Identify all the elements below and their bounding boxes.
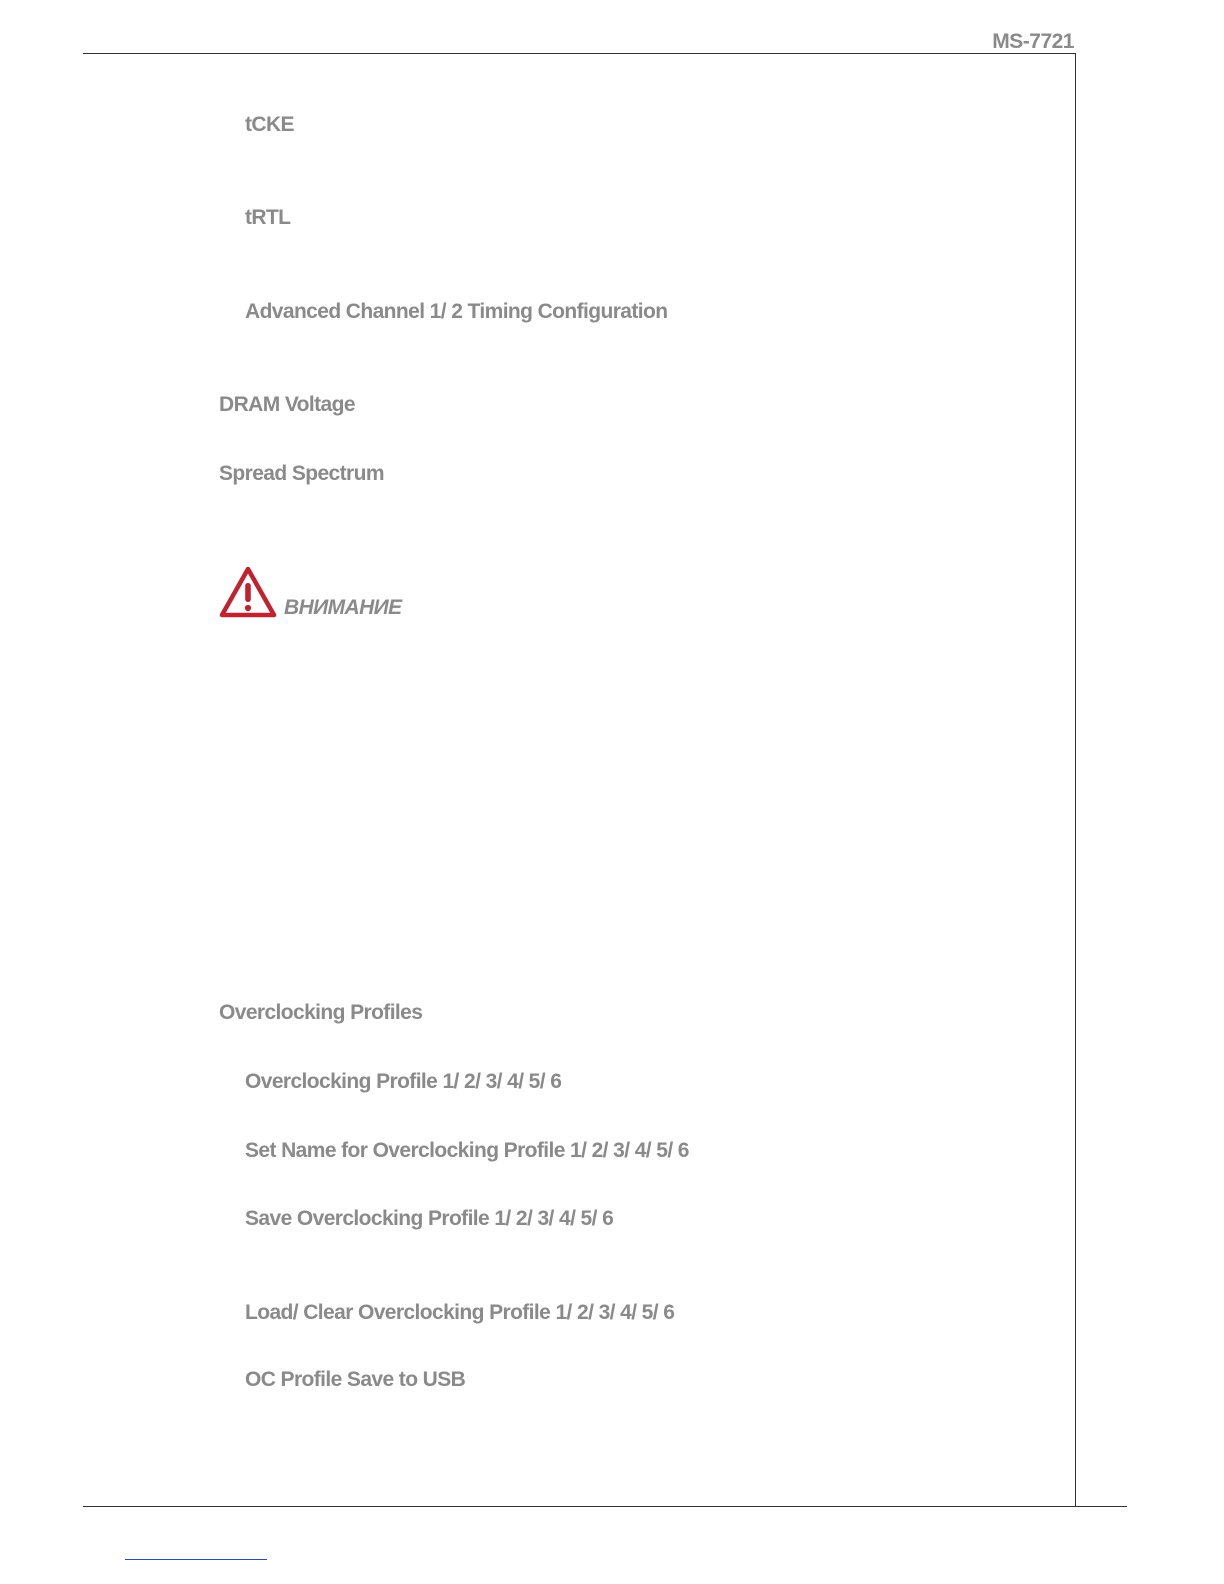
- warning-label: ВНИМАНИЕ: [284, 596, 402, 619]
- footer-rule: [83, 1506, 1127, 1507]
- model-number: MS-7721: [992, 30, 1074, 53]
- footer-link-underline: [125, 1559, 267, 1560]
- heading-dram-voltage: DRAM Voltage: [219, 393, 355, 416]
- warning-triangle-icon: [219, 566, 277, 618]
- heading-load-clear-profile: Load/ Clear Overclocking Profile 1/ 2/ 3/ 4/ 5/ 6: [245, 1301, 675, 1324]
- heading-set-name-profile: Set Name for Overclocking Profile 1/ 2/ 3/ 4/ 5/ 6: [245, 1139, 689, 1162]
- heading-trtl: tRTL: [245, 206, 291, 229]
- heading-save-profile: Save Overclocking Profile 1/ 2/ 3/ 4/ 5/ 6: [245, 1207, 614, 1230]
- heading-overclocking-profiles: Overclocking Profiles: [219, 1001, 423, 1024]
- header-rule: [83, 53, 1076, 54]
- heading-oc-profile-save-usb: OC Profile Save to USB: [245, 1368, 466, 1391]
- warning-block: [219, 562, 402, 618]
- heading-tcke: tCKE: [245, 113, 294, 136]
- heading-spread-spectrum: Spread Spectrum: [219, 462, 384, 485]
- heading-overclocking-profile-n: Overclocking Profile 1/ 2/ 3/ 4/ 5/ 6: [245, 1070, 562, 1093]
- page-edge-rule: [1075, 53, 1076, 1507]
- heading-advanced-channel-timing: Advanced Channel 1/ 2 Timing Configuration: [245, 300, 668, 323]
